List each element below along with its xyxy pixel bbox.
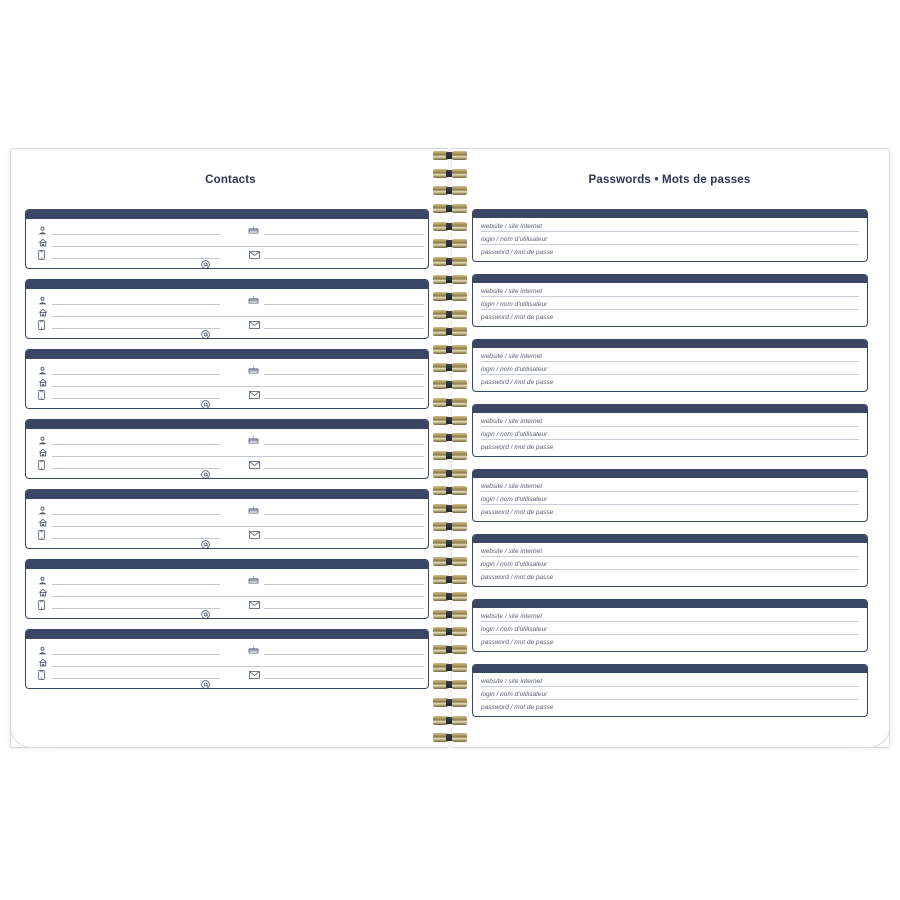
spiral-coil: [433, 522, 467, 531]
contact-handle-line[interactable]: [216, 408, 424, 409]
spiral-coil: [433, 504, 467, 513]
contact-name-line[interactable]: [52, 234, 220, 235]
password-card-header-band: [473, 600, 867, 608]
birthday-cake-icon: [248, 645, 259, 656]
contact-phone-line[interactable]: [52, 258, 220, 259]
password-card-header-band: [473, 275, 867, 283]
contact-name-line[interactable]: [52, 374, 220, 375]
spiral-coil: [433, 433, 467, 442]
contact-name-line[interactable]: [52, 304, 220, 305]
password-card[interactable]: [472, 469, 868, 522]
password-card-header-band: [473, 535, 867, 543]
spiral-coil: [433, 239, 467, 248]
login-field[interactable]: login / nom d'utilisateur: [481, 366, 859, 375]
contact-address-line[interactable]: [52, 246, 424, 247]
website-field[interactable]: website / site internet: [481, 678, 859, 687]
contact-card-header-band: [26, 630, 428, 639]
spiral-coil: [433, 310, 467, 319]
phone-icon: [38, 600, 45, 612]
contact-card[interactable]: [25, 209, 429, 269]
home-icon: [38, 378, 48, 389]
password-card[interactable]: [472, 339, 868, 392]
login-field[interactable]: login / nom d'utilisateur: [481, 691, 859, 700]
password-card[interactable]: [472, 599, 868, 652]
spiral-coil: [433, 169, 467, 178]
password-card[interactable]: [472, 274, 868, 327]
contact-phone-line[interactable]: [52, 468, 220, 469]
passwords-card-list: [472, 209, 868, 729]
birthday-cake-icon: [248, 505, 259, 516]
contact-address-line[interactable]: [52, 596, 424, 597]
at-sign-icon: [201, 400, 210, 409]
spiral-coil: [433, 557, 467, 566]
contact-handle-line[interactable]: [216, 688, 424, 689]
person-icon: [38, 366, 47, 377]
spiral-coil: [433, 627, 467, 636]
contact-card[interactable]: [25, 419, 429, 479]
spiral-coil: [433, 539, 467, 548]
person-icon: [38, 226, 47, 237]
at-sign-icon: [201, 470, 210, 479]
contact-address-line[interactable]: [52, 316, 424, 317]
password-card[interactable]: [472, 664, 868, 717]
website-field[interactable]: website / site internet: [481, 613, 859, 622]
home-icon: [38, 518, 48, 529]
contact-card-header-band: [26, 210, 428, 219]
phone-icon: [38, 670, 45, 682]
contact-card[interactable]: [25, 559, 429, 619]
contact-phone-line[interactable]: [52, 538, 220, 539]
spiral-coil: [433, 698, 467, 707]
spiral-coil: [433, 292, 467, 301]
contact-birthday-line[interactable]: [264, 234, 424, 235]
binding-gutter: [448, 148, 452, 748]
contact-birthday-line[interactable]: [264, 444, 424, 445]
contact-handle-line[interactable]: [216, 478, 424, 479]
spiral-coil: [433, 592, 467, 601]
contact-address-line[interactable]: [52, 456, 424, 457]
contact-email-line[interactable]: [264, 328, 424, 329]
spiral-coil: [433, 451, 467, 460]
contact-phone-line[interactable]: [52, 398, 220, 399]
at-sign-icon: [201, 260, 210, 269]
home-icon: [38, 448, 48, 459]
spiral-coil: [433, 204, 467, 213]
contact-email-line[interactable]: [264, 678, 424, 679]
spiral-coil: [433, 398, 467, 407]
website-field[interactable]: website / site internet: [481, 353, 859, 362]
contact-card-header-band: [26, 350, 428, 359]
spiral-coil: [433, 416, 467, 425]
password-field[interactable]: password / mot de passe: [481, 639, 554, 646]
spiral-coil: [433, 222, 467, 231]
contact-card[interactable]: [25, 629, 429, 689]
contact-card-header-band: [26, 420, 428, 429]
contact-handle-line[interactable]: [216, 268, 424, 269]
password-field[interactable]: password / mot de passe: [481, 704, 554, 711]
password-card[interactable]: [472, 534, 868, 587]
contact-address-line[interactable]: [52, 386, 424, 387]
envelope-icon: [249, 391, 260, 401]
password-card-header-band: [473, 340, 867, 348]
home-icon: [38, 238, 48, 249]
right-page: [450, 148, 890, 748]
spiral-coil: [433, 186, 467, 195]
password-card-header-band: [473, 405, 867, 413]
birthday-cake-icon: [248, 575, 259, 586]
contact-card-header-band: [26, 560, 428, 569]
phone-icon: [38, 320, 45, 332]
envelope-icon: [249, 531, 260, 541]
at-sign-icon: [201, 610, 210, 619]
password-field[interactable]: password / mot de passe: [481, 444, 554, 451]
person-icon: [38, 436, 47, 447]
contact-email-line[interactable]: [264, 608, 424, 609]
contact-birthday-line[interactable]: [264, 304, 424, 305]
spiral-coil: [433, 663, 467, 672]
website-field[interactable]: website / site internet: [481, 223, 859, 232]
contact-phone-line[interactable]: [52, 608, 220, 609]
birthday-cake-icon: [248, 225, 259, 236]
login-field[interactable]: login / nom d'utilisateur: [481, 626, 859, 635]
phone-icon: [38, 390, 45, 402]
website-field[interactable]: website / site internet: [481, 548, 859, 557]
password-field[interactable]: password / mot de passe: [481, 314, 554, 321]
password-card-header-band: [473, 210, 867, 218]
spiral-coil: [433, 257, 467, 266]
spiral-coil: [433, 345, 467, 354]
contact-email-line[interactable]: [264, 258, 424, 259]
login-field[interactable]: login / nom d'utilisateur: [481, 431, 859, 440]
contact-birthday-line[interactable]: [264, 654, 424, 655]
spiral-coil: [433, 575, 467, 584]
login-field[interactable]: login / nom d'utilisateur: [481, 301, 859, 310]
contact-card[interactable]: [25, 349, 429, 409]
page-title-contacts: Contacts: [205, 174, 256, 186]
person-icon: [38, 296, 47, 307]
login-field[interactable]: login / nom d'utilisateur: [481, 561, 859, 570]
page-title-passwords: Passwords • Mots de passes: [588, 174, 751, 186]
password-field[interactable]: password / mot de passe: [481, 509, 554, 516]
contact-phone-line[interactable]: [52, 328, 220, 329]
contact-name-line[interactable]: [52, 654, 220, 655]
password-card[interactable]: [472, 404, 868, 457]
spiral-coil: [433, 645, 467, 654]
spiral-coil: [433, 610, 467, 619]
contact-address-line[interactable]: [52, 526, 424, 527]
login-field[interactable]: login / nom d'utilisateur: [481, 496, 859, 505]
contact-name-line[interactable]: [52, 444, 220, 445]
at-sign-icon: [201, 330, 210, 339]
website-field[interactable]: website / site internet: [481, 288, 859, 297]
contact-email-line[interactable]: [264, 398, 424, 399]
contact-handle-line[interactable]: [216, 338, 424, 339]
password-field[interactable]: password / mot de passe: [481, 574, 554, 581]
envelope-icon: [249, 251, 260, 261]
login-field[interactable]: login / nom d'utilisateur: [481, 236, 859, 245]
envelope-icon: [249, 601, 260, 611]
page-corner-curl-left: [10, 725, 57, 748]
person-icon: [38, 576, 47, 587]
website-field[interactable]: website / site internet: [481, 483, 859, 492]
spiral-coil: [433, 733, 467, 742]
contact-name-line[interactable]: [52, 514, 220, 515]
contact-email-line[interactable]: [264, 538, 424, 539]
contact-handle-line[interactable]: [216, 548, 424, 549]
password-field[interactable]: password / mot de passe: [481, 379, 554, 386]
spiral-coil: [433, 363, 467, 372]
contact-card-header-band: [26, 280, 428, 289]
envelope-icon: [249, 461, 260, 471]
spiral-coil: [433, 469, 467, 478]
home-icon: [38, 308, 48, 319]
spiral-coil: [433, 275, 467, 284]
envelope-icon: [249, 671, 260, 681]
contact-name-line[interactable]: [52, 584, 220, 585]
contact-address-line[interactable]: [52, 666, 424, 667]
password-field[interactable]: password / mot de passe: [481, 249, 554, 256]
password-card-header-band: [473, 665, 867, 673]
contact-birthday-line[interactable]: [264, 374, 424, 375]
spiral-coil: [433, 151, 467, 160]
phone-icon: [38, 460, 45, 472]
home-icon: [38, 588, 48, 599]
spiral-coil: [433, 680, 467, 689]
contact-birthday-line[interactable]: [264, 584, 424, 585]
home-icon: [38, 658, 48, 669]
contact-card[interactable]: [25, 489, 429, 549]
spiral-coil: [433, 327, 467, 336]
spiral-coil: [433, 716, 467, 725]
contact-handle-line[interactable]: [216, 618, 424, 619]
birthday-cake-icon: [248, 435, 259, 446]
contact-birthday-line[interactable]: [264, 514, 424, 515]
password-card-header-band: [473, 470, 867, 478]
password-card[interactable]: [472, 209, 868, 262]
website-field[interactable]: website / site internet: [481, 418, 859, 427]
person-icon: [38, 646, 47, 657]
person-icon: [38, 506, 47, 517]
birthday-cake-icon: [248, 295, 259, 306]
envelope-icon: [249, 321, 260, 331]
at-sign-icon: [201, 540, 210, 549]
spiral-coil: [433, 380, 467, 389]
contact-card-header-band: [26, 490, 428, 499]
spiral-coil: [433, 486, 467, 495]
contacts-card-list: [25, 209, 429, 699]
contact-phone-line[interactable]: [52, 678, 220, 679]
phone-icon: [38, 250, 45, 262]
contact-email-line[interactable]: [264, 468, 424, 469]
phone-icon: [38, 530, 45, 542]
spiral-binding: [425, 148, 475, 748]
birthday-cake-icon: [248, 365, 259, 376]
at-sign-icon: [201, 680, 210, 689]
contact-card[interactable]: [25, 279, 429, 339]
left-page: [10, 148, 450, 748]
